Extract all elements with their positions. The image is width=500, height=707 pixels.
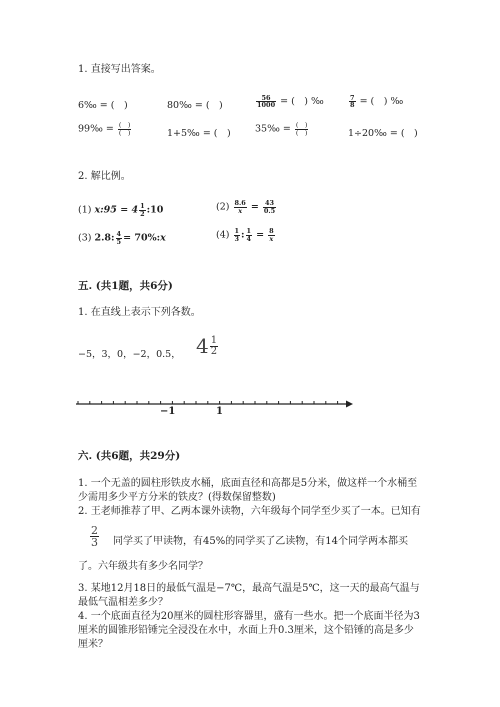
q1-item-h: 1÷20‰ = ( ): [348, 128, 418, 139]
q2-problem-4: (4) $\frac{1}{3}$ : $\frac{1}{4}$ = $\frac{8}{x}$: [216, 227, 274, 243]
sec6-q2-line1: 2. 王老师推荐了甲、乙两本课外读物，六年级每个同学至少买了一本。已知有: [78, 506, 421, 517]
sec5-mixed-number: 4 $\frac{1}{2}$: [196, 334, 218, 358]
sec5-q1: 1. 在直线上表示下列各数。: [78, 307, 201, 318]
section-5-heading: 五. (共1题，共6分): [78, 280, 173, 292]
q2-problem-3: (3) 2.8: $\frac{4}{5}$ = 70%:x: [78, 230, 166, 246]
q1-item-f: 1+5‰ = ( ): [167, 128, 231, 139]
number-line-label-neg1: −1: [160, 406, 176, 417]
sec6-q4-line2: 厘米的圆锥形铅锤完全浸没在水中，水面上升0.3厘米，这个铅锤的高是多少: [78, 625, 414, 636]
q1-item-d: $\frac{7}{8}$ = ( ) ‰: [350, 93, 404, 109]
arrow-icon: [346, 401, 353, 408]
section-6-heading: 六. (共6题，共29分): [78, 450, 181, 462]
q1-item-e: 99‰ = $\frac{( )}{( )}$: [78, 121, 131, 137]
sec6-q2-fraction: $\frac{2}{3}$: [91, 524, 98, 549]
q2-problem-2: (2) $\frac{8.6}{x}$ = $\frac{43}{0.5}$: [216, 199, 276, 215]
q2-problem-1: (1) x:95 = 4 $\frac{1}{2}$ :10: [78, 202, 164, 218]
sec6-q1-line1: 1. 一个无盖的圆柱形铁皮水桶，底面直径和高都是5分米，做这样一个水桶至: [78, 478, 418, 489]
sec6-q2-line3: 了。六年级共有多少名同学？: [78, 561, 208, 572]
sec6-q4-line1: 4. 一个底面直径为20厘米的圆柱形容器里，盛有一些水。把一个底面半径为3: [78, 611, 420, 622]
q1-item-b: 80‰ = ( ): [167, 100, 223, 111]
number-line-label-1: 1: [216, 406, 223, 417]
q1-item-a: 6‰ = ( ): [78, 100, 128, 111]
q1-item-c: $\frac{56}{1000}$ = ( ) ‰: [257, 93, 324, 109]
q1-title: 1. 直接写出答案。: [78, 64, 161, 75]
number-line: [70, 394, 355, 414]
sec6-q3-line2: 最低气温相差多少？: [78, 597, 168, 608]
sec5-numbers: −5，3，0，−2，0.5，: [78, 349, 181, 360]
sec6-q4-line3: 厘米？: [78, 639, 108, 650]
sec6-q1-line2: 少需用多少平方分米的铁皮？(得数保留整数): [78, 492, 276, 503]
sec6-q2-line2: 同学买了甲读物，有45%的同学买了乙读物，有14个同学两本都买: [113, 536, 408, 547]
q2-title: 2. 解比例。: [78, 171, 131, 182]
sec6-q3-line1: 3. 某地12月18日的最低气温是−7℃，最高气温是5℃，这一天的最高气温与: [78, 583, 420, 594]
q1-item-g: 35‰ = $\frac{( )}{( )}$: [255, 121, 308, 137]
